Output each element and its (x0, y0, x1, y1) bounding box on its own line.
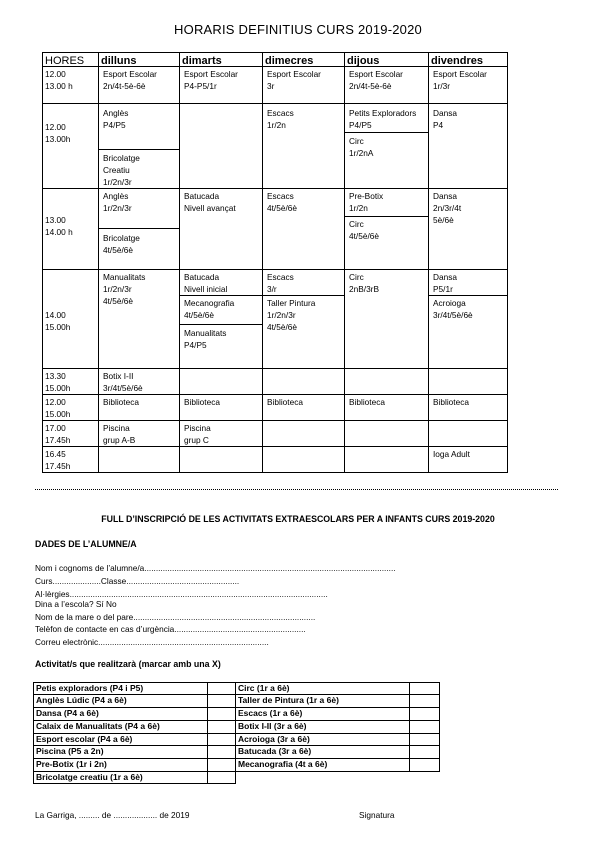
time-label: 14.00 15.00h (45, 310, 71, 332)
header-hores: HORES (42, 52, 99, 67)
form-title: FULL D’INSCRIPCIÓ DE LES ACTIVITATS EXTRAESCOLARS PER A INFANTS CURS 2019-2020 (101, 514, 495, 524)
header-dimecres: dimecres (262, 52, 345, 67)
slot-cell (344, 368, 429, 395)
header-dilluns: dilluns (98, 52, 180, 67)
schedule-table (42, 52, 592, 475)
activity-option: Escacs (1r a 6è) (235, 707, 410, 721)
activity-checkbox[interactable] (207, 758, 236, 772)
activity-entry: Anglès 1r/2n/3r (103, 191, 132, 213)
time-label: 17.00 17.45h (45, 423, 71, 445)
slot-cell (179, 103, 263, 189)
activity-entry: Escacs 3/r (267, 272, 294, 294)
activity-option: Anglès Lúdic (P4 a 6è) (33, 694, 208, 708)
activity-entry: Biblioteca (103, 397, 139, 407)
activity-entry: Escacs 1r/2n (267, 108, 294, 130)
activity-entry: Manualitats 1r/2n/3r 4t/5è/6è (103, 272, 146, 306)
activity-entry: Dansa P5/1r (433, 272, 457, 294)
time-label: 12.00 13.00h (45, 122, 71, 144)
activity-entry: Circ 2nB/3rB (349, 272, 379, 294)
field-allergies[interactable]: Al·lèrgies................................................................................................................ (35, 589, 328, 599)
activities-table (33, 682, 440, 784)
activity-option: Mecanografia (4t a 6è) (235, 758, 410, 772)
field-lunch[interactable]: Dina a l’escola? Sí No (35, 599, 117, 609)
header-dimarts: dimarts (179, 52, 263, 67)
activity-checkbox[interactable] (207, 720, 236, 734)
activity-entry: Dansa 2n/3r/4t 5è/6è (433, 191, 462, 225)
separator-line (35, 489, 558, 490)
activity-entry: Esport Escolar P4-P5/1r (184, 69, 238, 91)
activity-entry: Esport Escolar 3r (267, 69, 321, 91)
section-title: DADES DE L’ALUMNE/A (35, 539, 137, 549)
activity-checkbox[interactable] (409, 758, 440, 772)
activity-option: Circ (1r a 6è) (235, 682, 410, 695)
slot-cell (179, 446, 263, 473)
activity-entry: Circ 4t/5è/6è (349, 219, 379, 241)
activity-entry: Esport Escolar 2n/4t-5è-6è (103, 69, 157, 91)
field-parent[interactable]: Nom de la mare o del pare............................................................................... (35, 612, 316, 622)
time-cell (42, 103, 99, 189)
activity-option: Bricolatge creatiu (1r a 6è) (33, 771, 208, 784)
activities-title: Activitat/s que realitzarà (marcar amb una X) (35, 659, 221, 669)
activity-entry: Circ 1r/2nA (349, 136, 374, 158)
activity-option: Taller de Pintura (1r a 6è) (235, 694, 410, 708)
activity-entry: Batucada Nivell inicial (184, 272, 228, 294)
field-phone[interactable]: Telèfon de contacte en cas d’urgència......................................................... (35, 624, 306, 634)
activity-option: Botix I-II (3r a 6è) (235, 720, 410, 734)
activity-checkbox[interactable] (207, 694, 236, 708)
activity-option: Calaix de Manualitats (P4 a 6è) (33, 720, 208, 734)
page-title: HORARIS DEFINITIUS CURS 2019-2020 (174, 22, 422, 37)
slot-cell (428, 368, 508, 395)
activity-checkbox[interactable] (409, 745, 440, 759)
activity-option: Dansa (P4 a 6è) (33, 707, 208, 721)
activity-entry: Botix I-II 3r/4t/5è/6è (103, 371, 143, 393)
slot-cell (262, 420, 345, 447)
slot-cell (262, 446, 345, 473)
field-course[interactable]: Curs.....................Classe................................................. (35, 576, 240, 586)
header-dijous: dijous (344, 52, 429, 67)
activity-option: Acroioga (3r a 6è) (235, 733, 410, 746)
activity-entry: Esport Escolar 1r/3r (433, 69, 487, 91)
slot-cell (98, 446, 180, 473)
activity-option-empty (235, 771, 410, 784)
time-cell: 12.00 13.00 h (42, 66, 99, 104)
place-date[interactable]: La Garriga, ......... de ................... de 2019 (35, 810, 190, 820)
activity-option: Piscina (P5 a 2n) (33, 745, 208, 759)
slot-cell (344, 446, 429, 473)
activity-entry: Taller Pintura 1r/2n/3r 4t/5è/6è (267, 298, 316, 332)
activity-option: Pre-Botix (1r i 2n) (33, 758, 208, 772)
activity-entry: Biblioteca (433, 397, 469, 407)
activity-checkbox[interactable] (409, 694, 440, 708)
slot-cell (179, 368, 263, 395)
activity-checkbox[interactable] (409, 707, 440, 721)
slot-cell (262, 368, 345, 395)
time-label: 16.45 17.45h (45, 449, 71, 471)
activity-checkbox[interactable] (207, 745, 236, 759)
activity-entry: Bricolatge Creatiu 1r/2n/3r (103, 153, 140, 187)
activity-entry: Batucada Nivell avançat (184, 191, 236, 213)
activity-entry: Piscina grup A-B (103, 423, 136, 445)
activity-option: Esport escolar (P4 a 6è) (33, 733, 208, 746)
activity-entry: Biblioteca (184, 397, 220, 407)
signature-label: Signatura (359, 810, 395, 820)
activity-checkbox[interactable] (207, 771, 236, 784)
activity-entry: Biblioteca (267, 397, 303, 407)
header-divendres: divendres (428, 52, 508, 67)
activity-entry: Piscina grup C (184, 423, 211, 445)
field-name[interactable]: Nom i cognoms de l’alumne/a............................................................................................................. (35, 563, 396, 573)
activity-entry: Bricolatge 4t/5è/6è (103, 233, 140, 255)
activity-option: Batucada (3r a 6è) (235, 745, 410, 759)
activity-entry: Ioga Adult (433, 449, 470, 459)
activity-entry: Dansa P4 (433, 108, 457, 130)
slot-cell (344, 420, 429, 447)
activity-entry: Esport Escolar 2n/4t-5è-6è (349, 69, 403, 91)
field-email[interactable]: Correu electrònic.......................................................................... (35, 637, 269, 647)
activity-entry: Petits Exploradors P4/P5 (349, 108, 417, 130)
activity-entry: Acroioga 3r/4t/5è/6è (433, 298, 473, 320)
activity-entry: Manualitats P4/P5 (184, 328, 227, 350)
activity-entry: Anglès P4/P5 (103, 108, 129, 130)
activity-entry: Mecanografia 4t/5è/6è (184, 298, 235, 320)
activity-checkbox[interactable] (207, 707, 236, 721)
time-label: 12.00 15.00h (45, 397, 71, 419)
activity-entry: Escacs 4t/5è/6è (267, 191, 297, 213)
activity-entry: Pre-Botix 1r/2n (349, 191, 384, 213)
activity-option: Petis exploradors (P4 i P5) (33, 682, 208, 695)
activity-entry: Biblioteca (349, 397, 385, 407)
activity-checkbox[interactable] (409, 720, 440, 734)
time-label: 13.30 15.00h (45, 371, 71, 393)
time-label: 13.00 14.00 h (45, 215, 73, 237)
slot-cell (428, 420, 508, 447)
